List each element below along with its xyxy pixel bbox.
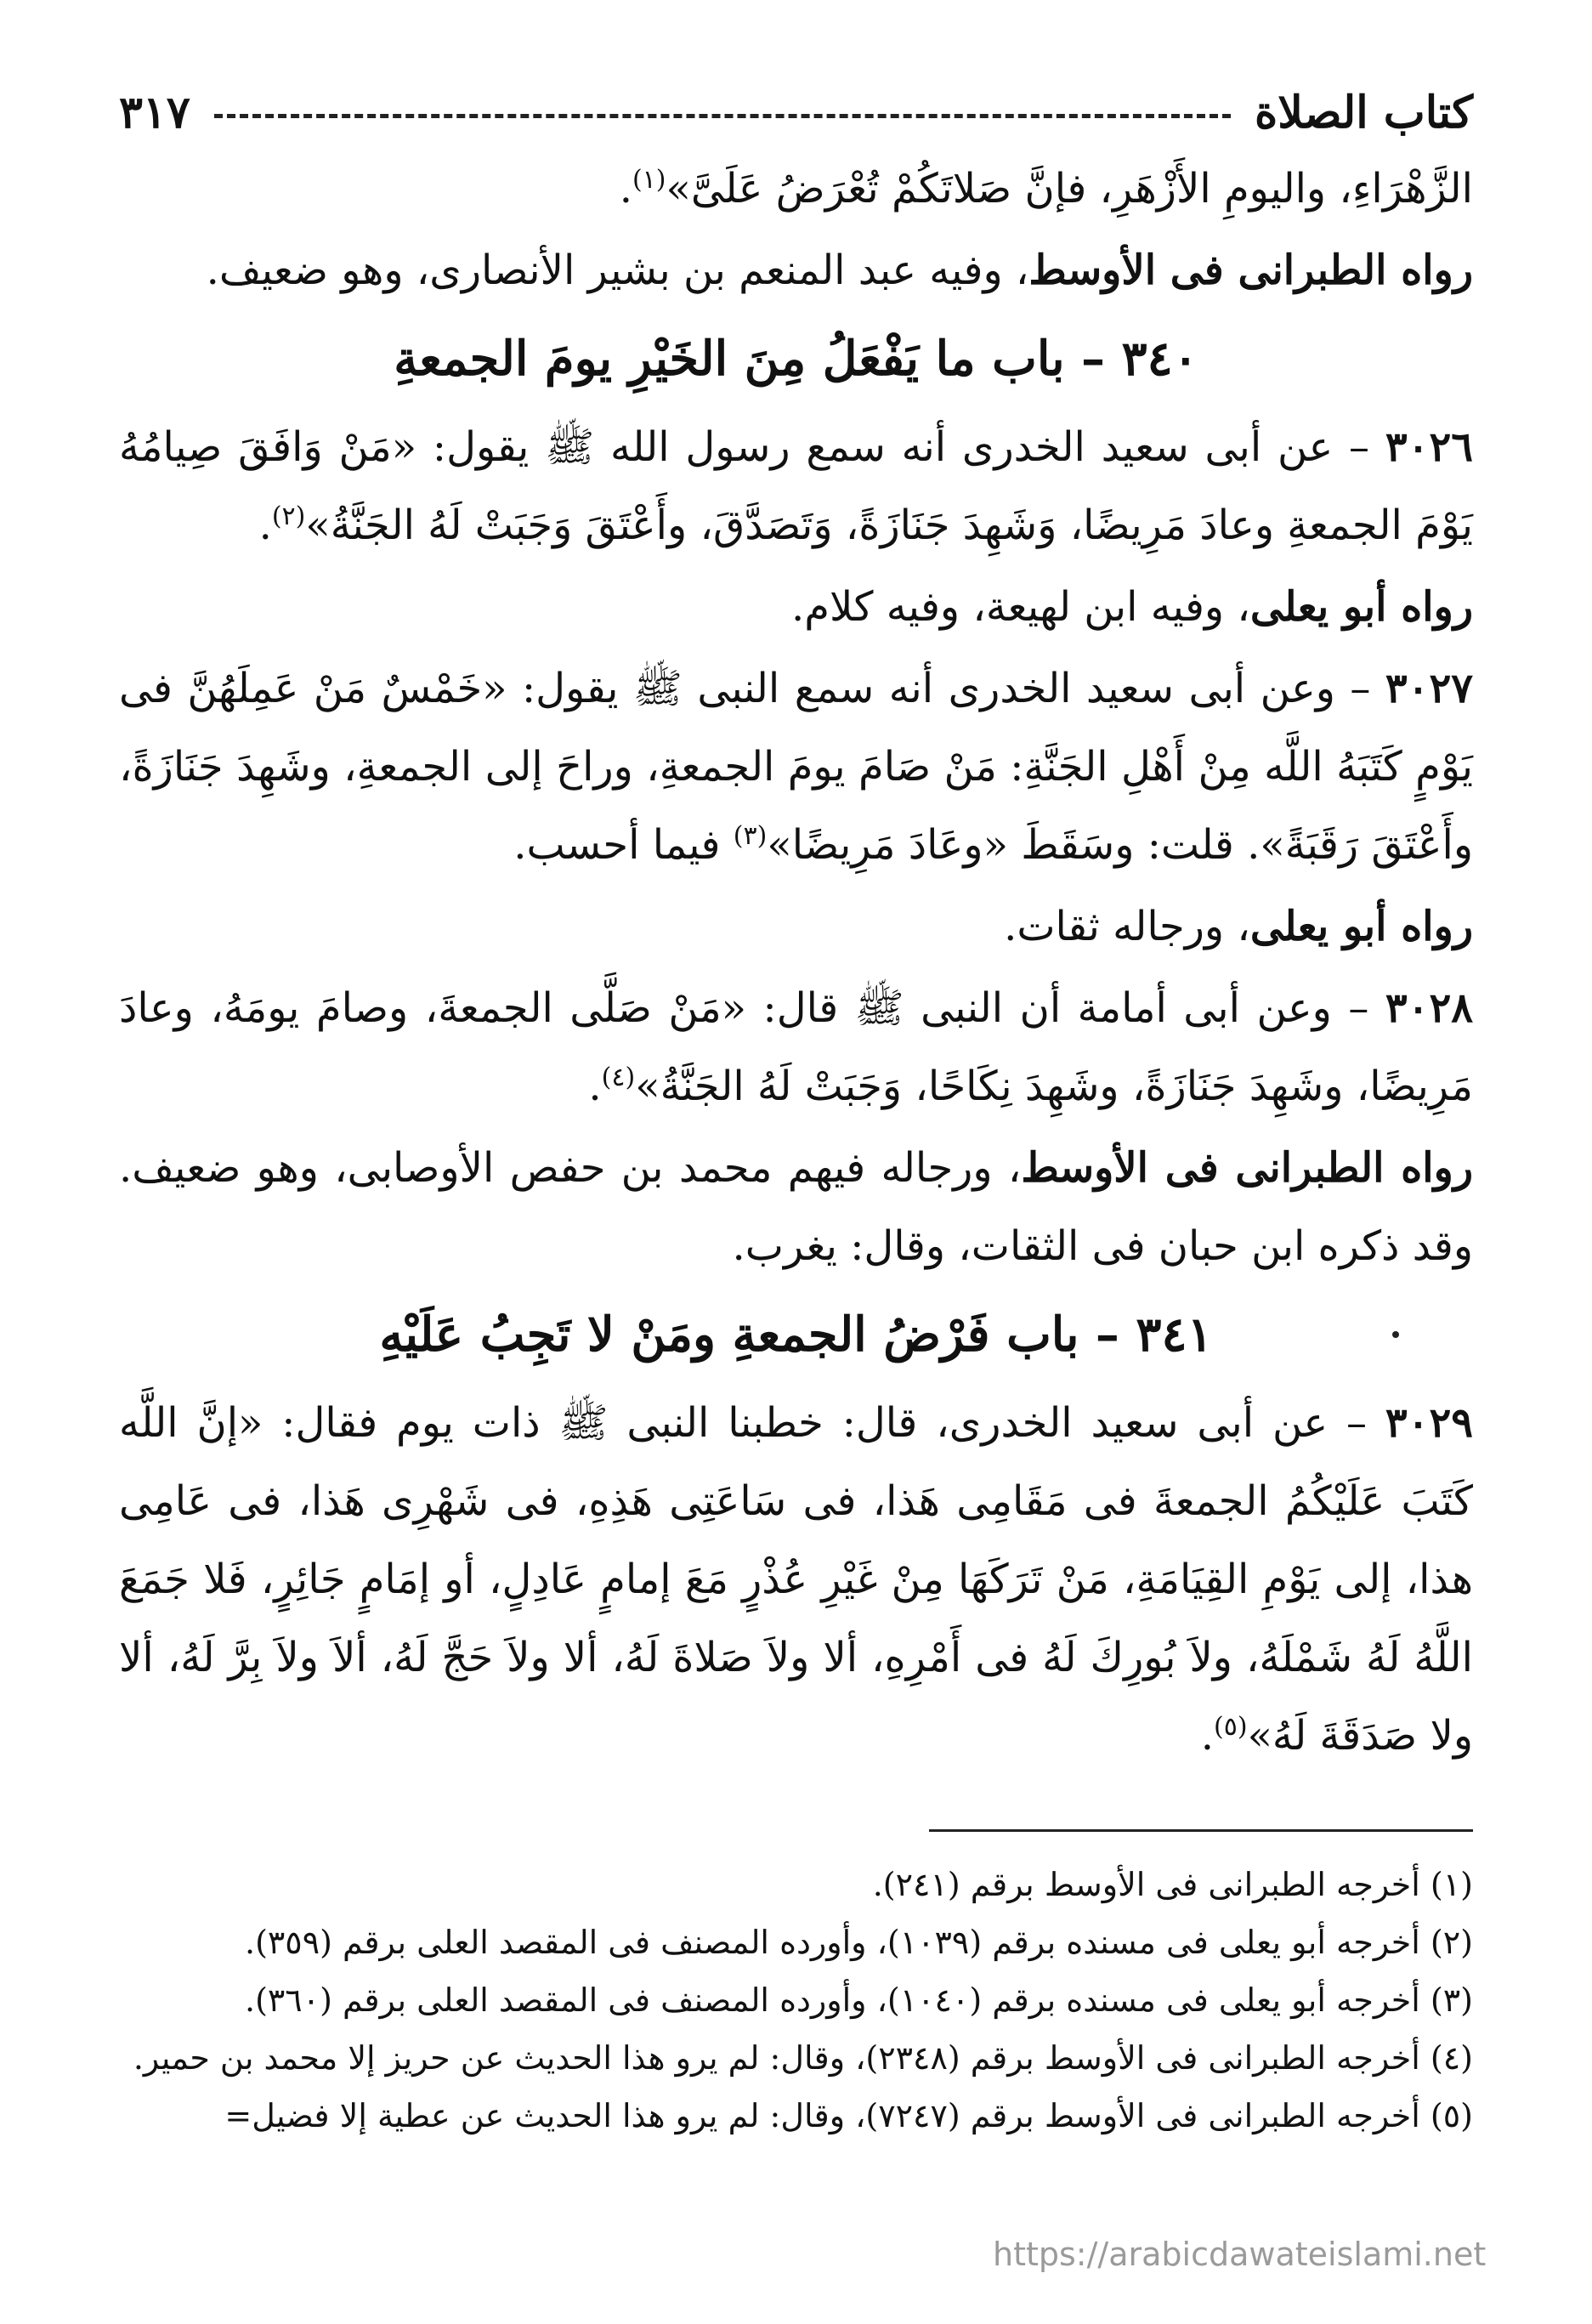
footnote-ref: (٤) bbox=[601, 1063, 636, 1092]
header-rule bbox=[214, 114, 1231, 118]
hadith-3026 bbox=[119, 408, 1473, 564]
footnote-5: (٥) أخرجه الطبرانى فى الأوسط برقم (٧٢٤٧)، وقال: لم يرو هذا الحديث عن عطية إلا فضيل= bbox=[224, 2097, 1473, 2134]
footnote-ref: (٥) bbox=[1214, 1712, 1248, 1742]
narrator-source: رواه الطبرانى فى الأوسط bbox=[1028, 247, 1473, 294]
hadith-text: – عن أبى سعيد الخدرى أنه سمع رسول الله ﷺ يقول: «مَنْ وَافَقَ صِيامُهُ يَوْمَ الجمعةِ وعادَ مَرِيضًا، وَشَهِدَ جَنَازَةً، وَتَصَدَّقَ، وأَعْتَقَ وَجَبَتْ لَهُ الجَنَّةُ» bbox=[119, 423, 1473, 549]
narration-comment: ، ورجاله فيهم محمد بن حفص الأوصابى، وهو ضعيف. وقد ذكره ابن حبان فى الثقات، وقال: يغرب. bbox=[119, 1144, 1473, 1270]
chapter-heading-340: ٣٤٠ – باب ما يَفْعَلُ مِنَ الخَيْرِ يومَ الجمعةِ bbox=[394, 331, 1198, 387]
narrator-source: رواه الطبرانى فى الأوسط bbox=[1021, 1144, 1474, 1192]
footnote-4: (٤) أخرجه الطبرانى فى الأوسط برقم (٢٣٤٨)، وقال: لم يرو هذا الحديث عن حريز إلا محمد بن حمير. bbox=[133, 2039, 1473, 2077]
hadith-3029 bbox=[119, 1384, 1473, 1775]
narrator-source: رواه أبو يعلى bbox=[1249, 583, 1473, 631]
narration-note bbox=[119, 231, 1473, 309]
hadith-text: الزَّهْرَاءِ، واليومِ الأَزْهَرِ، فإنَّ صَلاتَكُمْ تُعْرَضُ عَلَىَّ» bbox=[666, 165, 1473, 213]
hadith-end: . bbox=[588, 1063, 602, 1110]
hadith-number: ٣٠٢٧ bbox=[1385, 665, 1473, 712]
footnote-1: (١) أخرجه الطبرانى فى الأوسط برقم (٢٤١). bbox=[872, 1866, 1473, 1903]
narrator-source: رواه أبو يعلى bbox=[1249, 903, 1473, 950]
hadith-end: . bbox=[258, 502, 272, 549]
page-content bbox=[119, 78, 1473, 2145]
narration-comment: ، وفيه ابن لهيعة، وفيه كلام. bbox=[791, 583, 1250, 631]
hadith-text: – وعن أبى أمامة أن النبى ﷺ قال: «مَنْ صَلَّى الجمعةَ، وصامَ يومَهُ، وعادَ مَرِيضًا، وشَهِدَ جَنَازَةً، وشَهِدَ نِكَاحًا، وَجَبَتْ لَهُ الجَنَّةُ» bbox=[119, 984, 1473, 1110]
narration-comment: ، ورجاله ثقات. bbox=[1004, 903, 1250, 950]
narration-comment: ، وفيه عبد المنعم بن بشير الأنصارى، وهو ضعيف. bbox=[206, 247, 1029, 294]
page-number: ٣١٧ bbox=[119, 86, 190, 139]
hadith-end: . bbox=[1200, 1712, 1214, 1760]
hadith-end: . bbox=[619, 165, 632, 213]
narration-note bbox=[119, 887, 1473, 966]
hadith-continuation bbox=[119, 150, 1473, 228]
footnote-ref: (٢) bbox=[271, 502, 306, 531]
narration-note bbox=[119, 1129, 1473, 1285]
chapter-heading-341: ٣٤١ – باب فَرْضُ الجمعةِ ومَنْ لا تَجِبُ عَلَيْهِ bbox=[379, 1307, 1213, 1363]
hadith-number: ٣٠٢٨ bbox=[1385, 984, 1473, 1032]
hadith-number: ٣٠٢٦ bbox=[1385, 423, 1473, 471]
hadith-3027 bbox=[119, 649, 1473, 884]
print-speck bbox=[1392, 1331, 1399, 1338]
hadith-end: فيما أحسب. bbox=[513, 821, 734, 869]
footnotes bbox=[119, 1856, 1473, 2145]
hadith-text: – وعن أبى سعيد الخدرى أنه سمع النبى ﷺ يقول: «خَمْسٌ مَنْ عَمِلَهُنَّ فى يَوْمٍ كَتَبَهُ اللَّه مِنْ أَهْلِ الجَنَّةِ: مَنْ صَامَ يومَ الجمعةِ، وراحَ إلى الجمعةِ، وشَهِدَ جَنَازَةً، وأَعْتَقَ رَقَبَةً». قلت: وسَقَطَ «وعَادَ مَرِيضًا» bbox=[119, 665, 1473, 869]
hadith-3028 bbox=[119, 969, 1473, 1125]
narration-note bbox=[119, 568, 1473, 646]
footnote-ref: (٣) bbox=[733, 821, 768, 851]
hadith-text: – عن أبى سعيد الخدرى، قال: خطبنا النبى ﷺ ذات يوم فقال: «إنَّ اللَّه كَتَبَ عَلَيْكُمُ الجمعةَ فى مَقَامِى هَذا، فى سَاعَتِى هَذِهِ، فى شَهْرِى هَذا، فى عَامِى هذا، إلى يَوْمِ القِيَامَةِ، مَنْ تَرَكَهَا مِنْ غَيْرِ عُذْرٍ مَعَ إمامٍ عَادِلٍ، أو إمَامٍ جَائِرٍ، فَلا جَمَعَ اللَّهُ لَهُ شَمْلَهُ، ولاَ بُورِكَ لَهُ فى أَمْرِهِ، ألا ولاَ صَلاةَ لَهُ، ألا ولاَ حَجَّ لَهُ، ألاَ ولاَ بِرَّ لَهُ، ألا ولا صَدَقَةَ لَهُ» bbox=[119, 1399, 1473, 1760]
hadith-number: ٣٠٢٩ bbox=[1385, 1399, 1473, 1447]
watermark-url: https://arabicdawateislami.net bbox=[993, 2236, 1487, 2273]
book-title: كتاب الصلاة bbox=[1254, 86, 1473, 139]
footnote-2: (٢) أخرجه أبو يعلى فى مسنده برقم (١٠٣٩)، وأورده المصنف فى المقصد العلى برقم (٣٥٩). bbox=[244, 1924, 1473, 1961]
footnote-ref: (١) bbox=[632, 165, 666, 195]
footnote-divider bbox=[929, 1829, 1473, 1832]
running-header bbox=[119, 78, 1473, 146]
footnote-3: (٣) أخرجه أبو يعلى فى مسنده برقم (١٠٤٠)، وأورده المصنف فى المقصد العلى برقم (٣٦٠). bbox=[244, 1981, 1473, 2019]
